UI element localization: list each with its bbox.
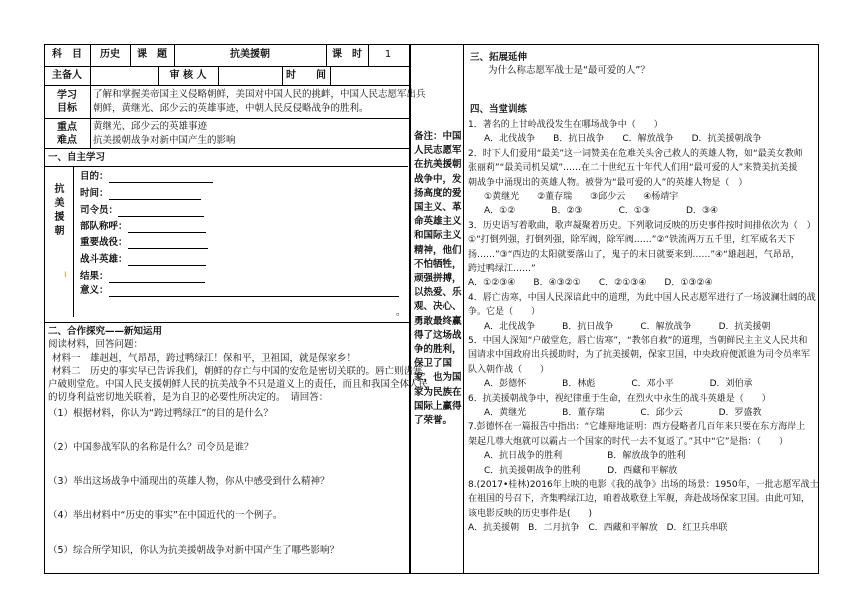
fill-in-blank[interactable]	[128, 254, 206, 266]
practice-line: ①“打倒列强，打倒列强，除军阀，除军阀……”②“铁流两万五千里，红军威名天下	[468, 235, 796, 246]
self-study-item-label: 重要战役：	[80, 237, 128, 248]
self-study-item-label: 司令员：	[80, 205, 119, 216]
practice-line: 6．抗美援朝战争中，视纪律重于生命，在烈火中永生的战斗英雄是（ ）	[468, 393, 771, 404]
self-study-vertical-title: 抗美援朝	[52, 183, 63, 239]
topic-value: 抗美援朝	[230, 49, 270, 60]
subject-label: 科 目	[52, 49, 82, 60]
practice-line: A．①② B．②③ C．①③ D．③④	[484, 206, 719, 217]
fill-in-blank[interactable]	[128, 221, 206, 233]
self-study-item-label: 结果：	[80, 271, 109, 282]
practice-line: 3．历史语写着歌曲，歌声凝聚着历史。下列歌词反映的历史事件按时间排依次为（ ）	[468, 220, 816, 231]
goals-label: 学习 目标	[57, 90, 77, 114]
question-2: （2）中国参战军队的名称是什么？司令员是谁？	[48, 442, 254, 453]
question-3: （3）举出这场战争中涌现出的英雄人物，你从中感受到什么精神？	[48, 476, 330, 487]
practice-line: ①黄继光 ②董存瑞 ③邱少云 ④杨靖宇	[484, 192, 679, 202]
extend-question: 为什么称志愿军战士是“最可爱的人”？	[488, 65, 650, 76]
material-2-line-1: 材料二 历史的事实早已告诉我们，朝鲜的存亡与中国的安危是密切关联的。唇亡则齿寒，	[52, 366, 433, 377]
self-study-item	[80, 284, 399, 297]
subject-value: 历史	[100, 49, 120, 60]
fill-in-blank[interactable]	[109, 171, 213, 183]
self-study-item-label: 战斗英雄：	[80, 254, 128, 265]
practice-line: 队入朝作战（ ）	[468, 364, 550, 375]
practice-line: 在祖国的号召下，齐集鸭绿江边，咱着战歌登上军舰，奔赴战场保家卫国。由此可知，	[468, 494, 811, 505]
self-study-item	[80, 253, 206, 266]
self-study-item-label: 时间：	[80, 188, 109, 199]
practice-line: A．抗美援朝 B．二月抗争 C．西藏和平解放 D．红卫兵串联	[468, 523, 728, 534]
self-study-item	[80, 220, 206, 233]
question-1: （1）根据材料，你认为“跨过鸭绿江”的目的是什么？	[48, 408, 273, 419]
practice-heading: 四、当堂训练	[470, 104, 528, 115]
practice-line: A．北伐战争 B．抗日战争 C．解放战争 D．抗美援朝	[484, 321, 771, 332]
reviewer-label: 审 核 人	[169, 70, 207, 81]
practice-line: 2．时下人们爱用“最美”这一词赞美在危难关头舍己救人的英雄人物，如“最美女教师	[468, 148, 803, 159]
question-5: （5）综合所学知识，你认为抗美援朝战争对新中国产生了哪些影响？	[48, 545, 340, 556]
question-4: （4）举出材料中“历史的事实”在中国近代的一个例子。	[48, 510, 283, 521]
practice-line: A．抗日战争的胜利 B．解放战争的胜利	[484, 451, 686, 462]
self-study-heading: 一、自主学习	[48, 152, 106, 163]
practice-line: A．①②③④ B．④③②① C．②①③④ D．①③②④	[468, 278, 713, 289]
self-study-item-label: 意义：	[80, 285, 109, 296]
self-study-item	[80, 170, 213, 183]
practice-line: C．抗美援朝战争的胜利 D．西藏和平解放	[484, 465, 678, 476]
self-study-item-label: 部队称呼：	[80, 221, 128, 232]
practice-line: A．黄继光 B．董存瑞 C．邱少云 D．罗盛教	[484, 408, 762, 418]
topic-label: 课 题	[137, 49, 167, 60]
practice-line: 4．唇亡齿寒，中国人民深谙此中的道理，为此中国人民志愿军进行了一场波澜壮阔的战	[468, 292, 816, 303]
explore-heading: 二、合作探究——新知运用	[48, 326, 163, 337]
extend-heading: 三、拓展延伸	[470, 52, 528, 63]
practice-line: A．彭德怀 B．林彪 C．邓小平 D．刘伯承	[484, 379, 753, 390]
time-label: 时 间	[286, 70, 326, 81]
material-2-line-2: 户破则堂危。中国人民支援朝鲜人民的抗美战争不只是道义上的责任，而且和我国全体人民	[48, 379, 429, 390]
explore-intro: 阅读材料，回答问题：	[48, 339, 144, 350]
note-text: 备注：中国人民志愿军在抗美援朝战争中，发扬高度的爱国主义、革命英雄主义和国际主义精神，他们不怕牺牲，顽强拼搏，以热爱、乐观、决心、勇敢最终赢得了这场战争的胜利，保卫了国家，也为国家为民族在国际上赢得了荣誉。	[414, 131, 462, 427]
keypoints-label: 重点 难点	[57, 122, 77, 146]
practice-line: 朝战争中涌现出的英雄人物。被誉为“最可爱的人”的英雄人物是（ ）	[468, 177, 748, 188]
fill-in-blank[interactable]	[109, 188, 201, 200]
practice-line: 跨过鸭绿江……”	[468, 264, 536, 274]
keypoints-line-1: 黄继光、邱少云的英雄事迹	[93, 121, 208, 132]
practice-line: 张丽莉”“最美司机吴斌”……在二十世纪五十年代人们用“最可爱的人”来赞美抗美援	[468, 163, 798, 174]
practice-line: 8.(2017•桂林)2016年上映的电影《我的战争》出场的场景：1950年，一批志愿军战士	[468, 480, 819, 490]
practice-line: 国请求中国政府出兵援助时，为了抗美援朝，保家卫国，中央政府便派谁为司令员率军	[468, 350, 811, 361]
goals-line-1: 了解和掌握美帝国主义侵略朝鲜，美国对中国人民的挑衅，中国人民志愿军出兵	[93, 89, 426, 100]
self-study-item	[80, 270, 205, 283]
preparer-label: 主备人	[52, 70, 82, 81]
self-study-item	[80, 236, 208, 249]
fill-in-blank[interactable]	[118, 205, 204, 217]
marker-dot: ı	[64, 269, 67, 280]
self-study-end-dot: 。	[396, 307, 406, 318]
practice-line: A．北伐战争 B．抗日战争 C．解放战争 D．抗美援朝战争	[484, 134, 762, 145]
practice-line: 1．著名的上甘岭战役发生在哪场战争中（ ）	[468, 120, 663, 130]
practice-line: 5．中国人深知“户破堂危，唇亡齿寒”，“教邻自救”的道理，当朝鲜民主主义人民共和	[468, 336, 808, 346]
material-2-line-3: 的切身利益密切地关联着，是为自卫的必要性所决定的。 请回答：	[48, 392, 329, 403]
fill-in-blank[interactable]	[109, 271, 205, 283]
self-study-item	[80, 204, 204, 217]
self-study-item	[80, 187, 201, 200]
keypoints-line-2: 抗美援朝战争对新中国产生的影响	[93, 135, 236, 146]
practice-line: 扬……”③“西边的太阳就要落山了，鬼子的末日就要来到……”④“雄赳赳，气昂昂，	[468, 249, 800, 260]
fill-in-blank[interactable]	[128, 237, 208, 249]
practice-line: 7.彭德怀在一篇报告中指出：“它雄辩地证明：西方侵略者几百年来只要在东方海岸上	[468, 422, 806, 433]
material-1: 材料一 雄赳赳，气昂昂，跨过鸭绿江！保和平，卫祖国，就是保家乡！	[52, 353, 357, 364]
fill-in-blank[interactable]	[109, 285, 399, 297]
hours-value: 1	[384, 49, 392, 60]
practice-line: 争。它是（ ）	[468, 307, 541, 318]
practice-line: 该电影反映的历史事件是( )	[468, 508, 593, 519]
self-study-item-label: 目的：	[80, 171, 109, 182]
goals-line-2: 朝鲜，黄继光、邱少云的英雄事迹，中朝人民反侵略战争的胜利。	[93, 103, 369, 114]
practice-line: 架起几尊大炮就可以霸占一个国家的时代一去不复返了。”其中“它”是指：（ ）	[468, 436, 788, 447]
hours-label: 课 时	[332, 49, 362, 60]
